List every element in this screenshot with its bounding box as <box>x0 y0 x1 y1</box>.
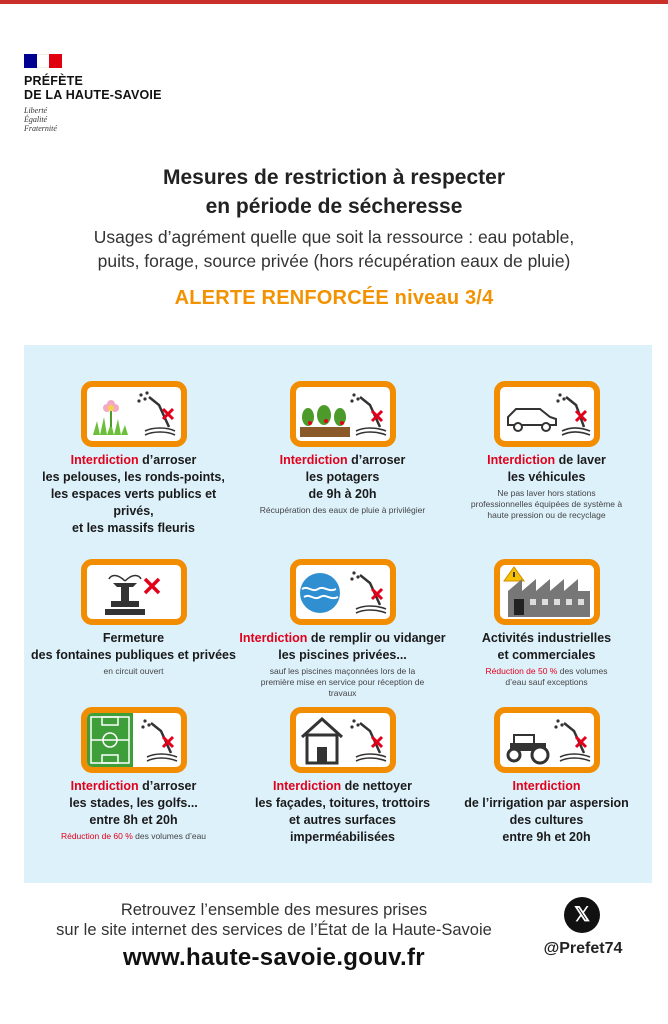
interdiction-label: Interdiction <box>512 779 581 793</box>
measure-vegetable-gardens <box>238 381 447 516</box>
prefecture-name <box>24 74 244 102</box>
measure-note: Récupération des eaux de pluie à privilégier <box>259 505 426 515</box>
measure-note: des volumes d’eau sauf exceptions <box>505 666 608 687</box>
republic-motto <box>24 106 244 133</box>
prefecture-line1: PRÉFÈTE <box>24 74 84 88</box>
measure-note: sauf les piscines maçonnées lors de la première mise en service pour réception de travaux <box>260 666 425 698</box>
interdiction-label: Interdiction <box>70 779 139 793</box>
footer <box>0 900 548 972</box>
measure-line: les potagers <box>305 470 380 484</box>
factory-icon <box>494 559 600 625</box>
motto-liberte: Liberté <box>24 106 48 115</box>
measure-verb: Activités industrielles <box>481 631 612 645</box>
measure-line: des fontaines publiques et privées <box>31 648 236 662</box>
measure-line: et commerciales <box>497 648 596 662</box>
page-title-line2: en période de sécheresse <box>205 195 463 218</box>
reduction-label: Réduction de 50 % <box>485 666 558 676</box>
measure-line: et les massifs fleuris <box>72 521 195 535</box>
measure-verb: de nettoyer <box>341 779 412 793</box>
footer-line1: Retrouvez l’ensemble des mesures prises <box>120 901 428 919</box>
interdiction-label: Interdiction <box>239 631 308 645</box>
measure-line: entre 8h et 20h <box>89 813 178 827</box>
footer-line2: sur le site internet des services de l’État de la Haute-Savoie <box>56 921 492 939</box>
measure-stadiums <box>29 707 238 842</box>
measure-note: en circuit ouvert <box>103 666 164 676</box>
measure-verb: d’arroser <box>347 453 406 467</box>
measure-note: Ne pas laver hors stations professionnelles équipées de système à haute pression ou de recyclage <box>470 488 623 520</box>
measure-line: les pelouses, les ronds-points, <box>42 470 225 484</box>
car-wash-icon <box>494 381 600 447</box>
measure-line: les stades, les golfs... <box>69 796 198 810</box>
reduction-label: Réduction de 60 % <box>60 831 133 841</box>
measure-fountains <box>29 559 238 677</box>
page-title-line1: Mesures de restriction à respecter <box>163 166 505 189</box>
measure-line: les véhicules <box>507 470 586 484</box>
pool-icon <box>290 559 396 625</box>
flower-lawn-icon <box>81 381 187 447</box>
measure-pools <box>238 559 447 699</box>
measure-line: entre 9h et 20h <box>502 830 591 844</box>
french-flag-icon <box>24 54 62 68</box>
measure-industry <box>442 559 651 688</box>
measure-verb: de laver <box>555 453 606 467</box>
measure-line: les espaces verts publics et privés, <box>50 487 217 518</box>
measure-irrigation <box>442 707 651 846</box>
interdiction-label: Interdiction <box>70 453 139 467</box>
twitter-handle[interactable]: @Prefet74 <box>543 940 623 957</box>
measure-line: de l’irrigation par aspersion <box>464 796 629 810</box>
alert-level: ALERTE RENFORCÉE niveau 3/4 <box>174 287 494 309</box>
measure-verb: d’arroser <box>138 453 197 467</box>
vegetable-garden-icon <box>290 381 396 447</box>
motto-egalite: Égalité <box>24 115 48 124</box>
prefecture-line2: DE LA HAUTE-SAVOIE <box>24 88 162 102</box>
title-block <box>0 163 668 310</box>
subtitle-line2: puits, forage, source privée (hors récupération eaux de pluie) <box>97 251 571 271</box>
measures-panel <box>24 345 652 883</box>
measure-verb: d’arroser <box>138 779 197 793</box>
interdiction-label: Interdiction <box>487 453 556 467</box>
interdiction-label: Interdiction <box>273 779 342 793</box>
measure-facades <box>238 707 447 846</box>
measure-verb: Fermeture <box>102 631 165 645</box>
measure-line: les façades, toitures, trottoirs <box>254 796 431 810</box>
measure-line: et autres surfaces imperméabilisées <box>288 813 396 844</box>
measure-line: de 9h à 20h <box>308 487 377 501</box>
top-border <box>0 0 668 4</box>
prefecture-logo <box>24 54 244 133</box>
measure-verb: de remplir ou vidanger <box>307 631 446 645</box>
measure-line: des cultures <box>509 813 584 827</box>
motto-fraternite: Fraternité <box>24 124 57 133</box>
measure-vehicles <box>442 381 651 521</box>
measure-line: les piscines privées... <box>278 648 407 662</box>
measure-note: des volumes d’eau <box>132 831 207 841</box>
house-cleaning-icon <box>290 707 396 773</box>
measure-lawns <box>29 381 238 537</box>
tractor-irrigation-icon <box>494 707 600 773</box>
interdiction-label: Interdiction <box>279 453 348 467</box>
x-twitter-icon[interactable]: 𝕏 <box>564 897 600 933</box>
website-link[interactable]: www.haute-savoie.gouv.fr <box>123 944 425 971</box>
subtitle-line1: Usages d’agrément quelle que soit la ressource : eau potable, <box>93 227 575 247</box>
stadium-icon <box>81 707 187 773</box>
fountain-icon <box>81 559 187 625</box>
